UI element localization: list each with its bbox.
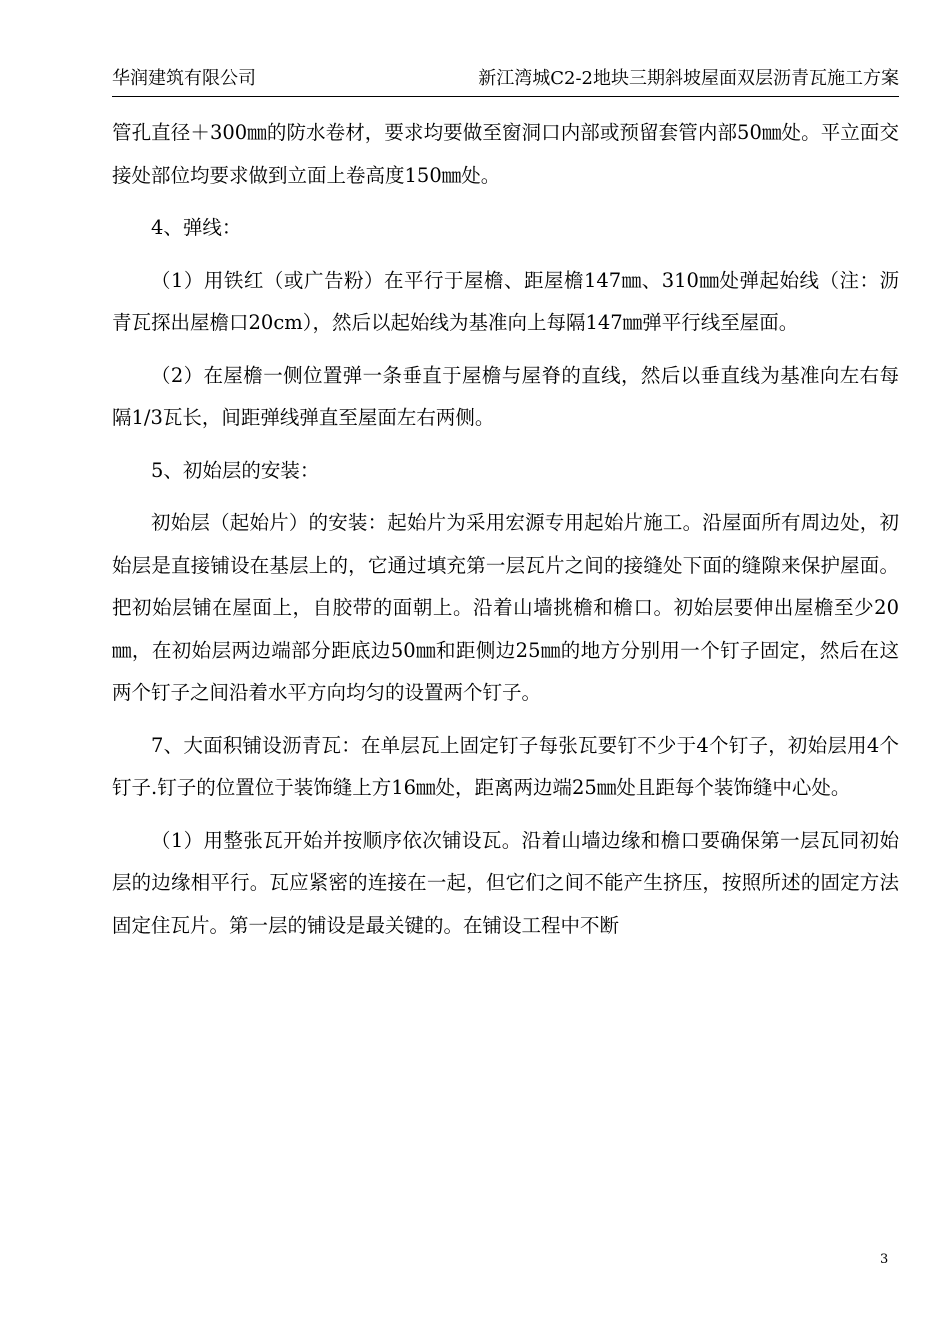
page-header — [112, 62, 899, 97]
document-body — [112, 112, 899, 957]
paragraph-continuation: 管孔直径＋300㎜的防水卷材，要求均要做至窗洞口内部或预留套管内部50㎜处。平立面交接处部位均要求做到立面上卷高度150㎜处。 — [112, 121, 899, 187]
paragraph-4-2: （2）在屋檐一侧位置弹一条垂直于屋檐与屋脊的直线，然后以垂直线为基准向左右每隔1/3瓦长，间距弹线弹直至屋面左右两侧。 — [112, 363, 899, 429]
paragraph-7-1: （1）用整张瓦开始并按顺序依次铺设瓦。沿着山墙边缘和檐口要确保第一层瓦同初始层的边缘相平行。瓦应紧密的连接在一起，但它们之间不能产生挤压，按照所述的固定方法固定住瓦片。第一层的铺设是最关键的。在铺设工程中不断 — [112, 828, 899, 937]
section-heading-5: 5、初始层的安装： — [151, 458, 320, 482]
paragraph-4-1: （1）用铁红（或广告粉）在平行于屋檐、距屋檐147㎜、310㎜处弹起始线（注：沥青瓦探出屋檐口20cm），然后以起始线为基准向上每隔147㎜弹平行线至屋面。 — [112, 268, 899, 334]
header-document-title: 新江湾城C2-2地块三期斜坡屋面双层沥青瓦施工方案 — [478, 68, 899, 89]
page-number: 3 — [880, 1252, 889, 1267]
paragraph-5-body: 初始层（起始片）的安装：起始片为采用宏源专用起始片施工。沿屋面所有周边处，初始层是直接铺设在基层上的，它通过填充第一层瓦片之间的接缝处下面的缝隙来保护屋面。把初始层铺在屋面上，自胶带的面朝上。沿着山墙挑檐和檐口。初始层要伸出屋檐至少20㎜，在初始层两边端部分距底边50㎜和距侧边25㎜的地方分别用一个钉子固定，然后在这两个钉子之间沿着水平方向均匀的设置两个钉子。 — [112, 511, 899, 704]
section-heading-4: 4、弹线： — [151, 216, 242, 239]
section-7-paragraph: 7、大面积铺设沥青瓦：在单层瓦上固定钉子每张瓦要钉不少于4个钉子，初始层用4个钉子.钉子的位置位于装饰缝上方16㎜处，距离两边端25㎜处且距每个装饰缝中心处。 — [112, 733, 899, 799]
header-company: 华润建筑有限公司 — [112, 68, 256, 89]
